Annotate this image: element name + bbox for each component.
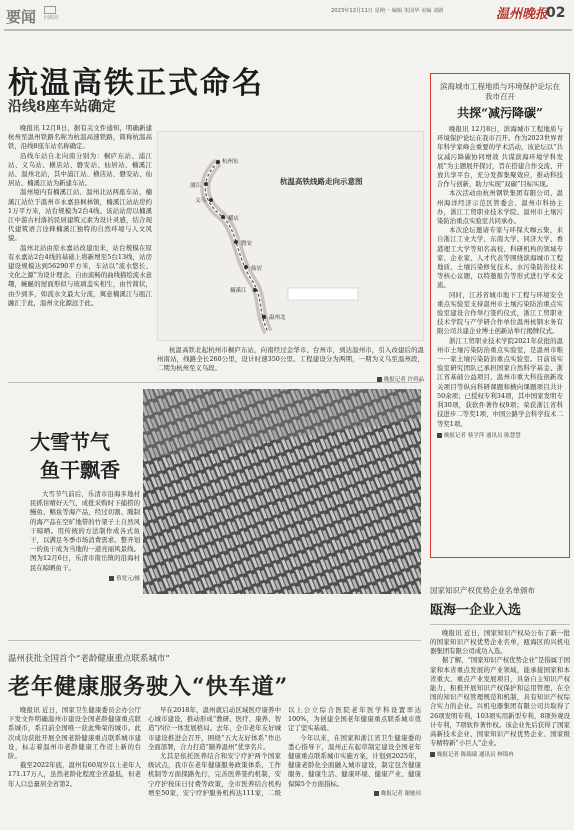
health-para-2: 截至2022年底，温州有60周岁以上老年人171.17万人，虽然老龄化程度全省最低，但老年人口总量居全省第2。 [8,761,141,788]
ip-para-2: 据了解，“国家知识产权优势企业”是指属于国家和本省重点发展的产业领域，能承接国家和本省重大、重点产业发展项目，具备自主知识产权能力，积极开展知识产权保护和运用管理，在全国的知识产权管理规范和机制，具有知识产权综合实力的企业。兴机电器集团有限公司共取得了26项发明专利，103项实用新型专利，8项外观设计专利，7项软件著作权。该企业先后获得了国家高新技术企业、国家知识产权优势企业、国家级专精特新“小巨人”企业。 [430,656,570,748]
env-byline [437,431,563,439]
byline-marker-icon [430,752,435,757]
snow-caption [30,490,140,582]
page-number: 02 [546,5,566,21]
ip-byline [430,750,570,758]
station-label: 横店 [228,216,240,222]
health-byline-text: 晚报记者 谢驰玮 [380,790,421,797]
snow-byline-text: 蔡宽元/摄 [116,575,140,582]
ip-para-1: 晚报讯 近日，国家知识产权局公布了新一批的国家知识产权优势企业名单，瓯海区的兴机电器集团有限公司成功入选。 [430,628,570,656]
fish-rack-photo-art [143,389,421,594]
health-para-5: 今年以来，在国家和浙江省卫生健康委的悉心指导下，温州正在起草制定建设全国老年健康重点联系城市实施方案，计划到2025年，健康老龄化全面融入城市建设，制定包含健康服务、健康生活、健康环境、健康产业、健康保障5个方面指标。 [288,733,421,788]
health-kicker: 温州获批全国首个“老龄健康重点联系城市” [8,654,170,664]
section-editor [44,6,59,22]
env-byline-text: 晚报记者 蔡学萍 通讯员 陈慧慧 [444,432,521,439]
newspaper-logo: 温州晚报 [496,7,549,22]
byline-marker-icon [109,576,114,581]
ip-headline: 瓯海一企业入选 [430,603,522,618]
snow-headline-line-2: 鱼干飘香 [40,458,120,482]
health-para-4: 尤其是依托医养结合和安宁疗护两个国家级试点，我市在老年健康服务政策体系、工作机制等方面探路先行，完善医养签约机制，安宁疗护按床日付费等政策，全市医养结合机构增至50家，安宁疗护服务机构达111家，二级以上公立综合医院老年医学科设置率达100%，为创建全国老年健康重点联系城市奠定了坚实基础。 [148,706,421,797]
byline-marker-icon [374,791,379,796]
health-body [8,706,421,826]
station-label: 义乌 [195,198,207,204]
rail-para-5: 杭温高铁北起杭州市桐庐东站，向南经过金华市、台州市，到达温州市，引入改建后的温州南站，线路全长260公里，设计时速350公里。工程建设分为两期，一期为义乌至温州段，二期为杭州至义乌段。 [157,346,424,373]
ip-byline-text: 晚报记者 陈瑞瑞 通讯员 林锦冉 [437,752,514,759]
editor-icon [44,6,56,14]
station-label: 浦江 [190,183,202,189]
section-rule [8,382,421,383]
env-forum-box [430,73,570,558]
ip-story [430,586,570,758]
map-title: 杭温高铁线路走向示意图 [280,177,363,186]
health-para-1: 晚报讯 近日，国家卫生健康委员会办公厅下发文件明确温州市建设全国老龄健康重点联系城市，系目前全国唯一获此殊荣的城市。此次成功获批开展全国老龄健康重点联系城市建设，标志着温州市老龄健康工作迈上新的台阶。 [8,706,141,761]
snow-byline [30,574,140,582]
rail-para-3: 温州境内有楠溪江站、温州北站两座车站，楠溪江站位于温州市永嘉县枫林镇，楠溪江站站房约1万平方米，站台规模为2台4线。该站站房以楠溪江中游古村落的民居建筑元素为设计灵感，结合现代建筑语言诠释楠溪江独特的自然环境与人文风貌。 [8,188,152,243]
env-para-2: 本次活动由杭州钢铁集团有限公司、温州海洋经济示范区管委会、温州市科协主办，浙江工贸职业技术学院、温州市土壤污染防治重点实验室共同承办。 [437,189,563,226]
snow-headline-line-1: 大雪节气 [30,430,110,454]
rail-para-4: 温州北站由原永嘉站改建而来，站台规模在原有永嘉站2台4线的基础上将新增至5台13线，站房建设规模达到56290平方米，车站以“流水悠长、文化之源”为设计理念，自由流畅的曲线描绘流水意趣，蜿蜒的屋面形似与玻璃盖实相生，由竹简状，由少到多，如流水文最大分流，寓意楠溪江与瓯江融汇于此，温州文化源远于此。 [8,243,152,307]
rail-subheadline: 沿线8座车站确定 [8,99,116,115]
header-rule [4,29,572,31]
station-label: 温州北 [269,315,286,321]
rail-byline-text: 晚报记者 许舜晶 [383,376,424,383]
env-para-4: 同时，江苏省城市地下工程与环境安全重点实验室支持温州市土壤污染防治重点实验室建设合作举行签约仪式，浙江工贸职业技术学院与产学研合作单位温州杭钢水务有限公司共建企业博士创新站举行揭牌仪式。 [437,290,563,336]
rail-para-1: 晚报讯 12月8日，据有关文件通知，明确新建杭州至温州铁路名称为杭温高速铁路，简称杭温高铁，沿线8座车站名称确定。 [8,124,152,151]
section-rule [8,640,421,641]
station-label: 磐安 [241,241,253,247]
snow-headline [30,428,120,484]
rail-column-2 [157,346,424,383]
env-para-3: 本次论坛邀请专家与环保大咖云集，来自浙江工业大学、东南大学、同济大学、香港理工大学等知名高校、科研机构的领域专家、企业家、人才代表等围绕滨海城市工程地质、土壤污染修复技术、水污染防治技术等核心议题，以特邀报告等形式进行学术交流。 [437,226,563,290]
rail-column-1 [8,124,152,308]
rail-route-map [158,132,425,342]
snow-para-1: 大雪节气前后，乐清市沿海多地村民抓住晴好天气，成批采购时下捕捞的鳗鱼、鲳鱼等海产品，经过切割、腌制的海产品在空旷地带的竹架子上自然风干晾晒。用传统的方法制作成各式鱼干，以满足冬季市场消费需求。整齐划一的鱼干成为当地的一道亮丽风景线。图为12月6日，乐清市南岳镇的沿海村民在晾晒鱼干。 [30,490,140,572]
rail-map-figure [157,131,424,341]
editor-label: 问政坊 [44,15,60,21]
env-body [437,125,563,439]
health-headline: 老年健康服务驶入“快车道” [8,674,289,700]
health-para-3: 早在2018年，温州就启动区域医疗康养中心城市建设，推动形成“教研、医疗、康养、智造”四位一体发展格局。去年，全市老年友好城市建设推进会召开，围绕“五大友好体系”作出全面部署，合力打造“颐养温州”优享名片。 [148,706,281,751]
env-headline: 共探“减污降碳” [457,106,543,120]
ip-rule [430,624,570,625]
section-title: 要闻 [6,8,37,26]
station-label: 楠溪江 [230,288,247,294]
byline-marker-icon [437,433,442,438]
health-byline [288,789,421,797]
rail-para-2: 沿线车站自北向南分别为：桐庐东站、浦江站、义乌站、横店站、磐安站、仙居站、楠溪江站、温州北站，其中浦江站、横店站、磐安站、仙居站、楠溪江站为新建车站。 [8,151,152,188]
env-kicker: 滨海城市工程地质与环境保护论坛在我市召开 [440,82,560,101]
env-para-1: 晚报讯 12月8日，滨海城市工程地质与环境保护论坛在我市召开。作为2023世界青年科学家峰会重要的学术活动，该论坛以“共议减污降碳协同增效 共谋滨海环境学科发展”为主题展开探讨，旨在搭建合作交流、开放共享平台，充分发挥集聚效应，推动科技合作与创新，助力实现“双碳”目标实现。 [437,125,563,189]
dried-fish-photo [143,389,421,594]
ip-kicker: 国家知识产权优势企业名单颁布 [430,586,535,595]
byline-marker-icon [377,377,382,382]
env-para-5: 浙江工贸职业技术学院2021年获批的温州市土壤污染防治重点实验室，是温州市唯一一家土壤污染防治重点实验室。目前该实验室研究团队已承担国家自然科学基金、浙江省基础公益项目、温州市重大科技创新攻关项目等纵向科研课题和横向课题项目共计50余项；已授权专利34项，其中国家发明专利30项，获软件著作权9项；荣获浙江省科技进步二等奖1项、中国公路学会科学技术二等奖1项。 [437,336,563,428]
station-label: 仙居 [251,266,263,272]
rail-headline: 杭温高铁正式命名 [8,66,264,101]
date-line: 2023年12月11日 星期一 编辑 朱国华 美编 刘路 [331,8,444,14]
station-label: 杭州东 [222,159,239,165]
